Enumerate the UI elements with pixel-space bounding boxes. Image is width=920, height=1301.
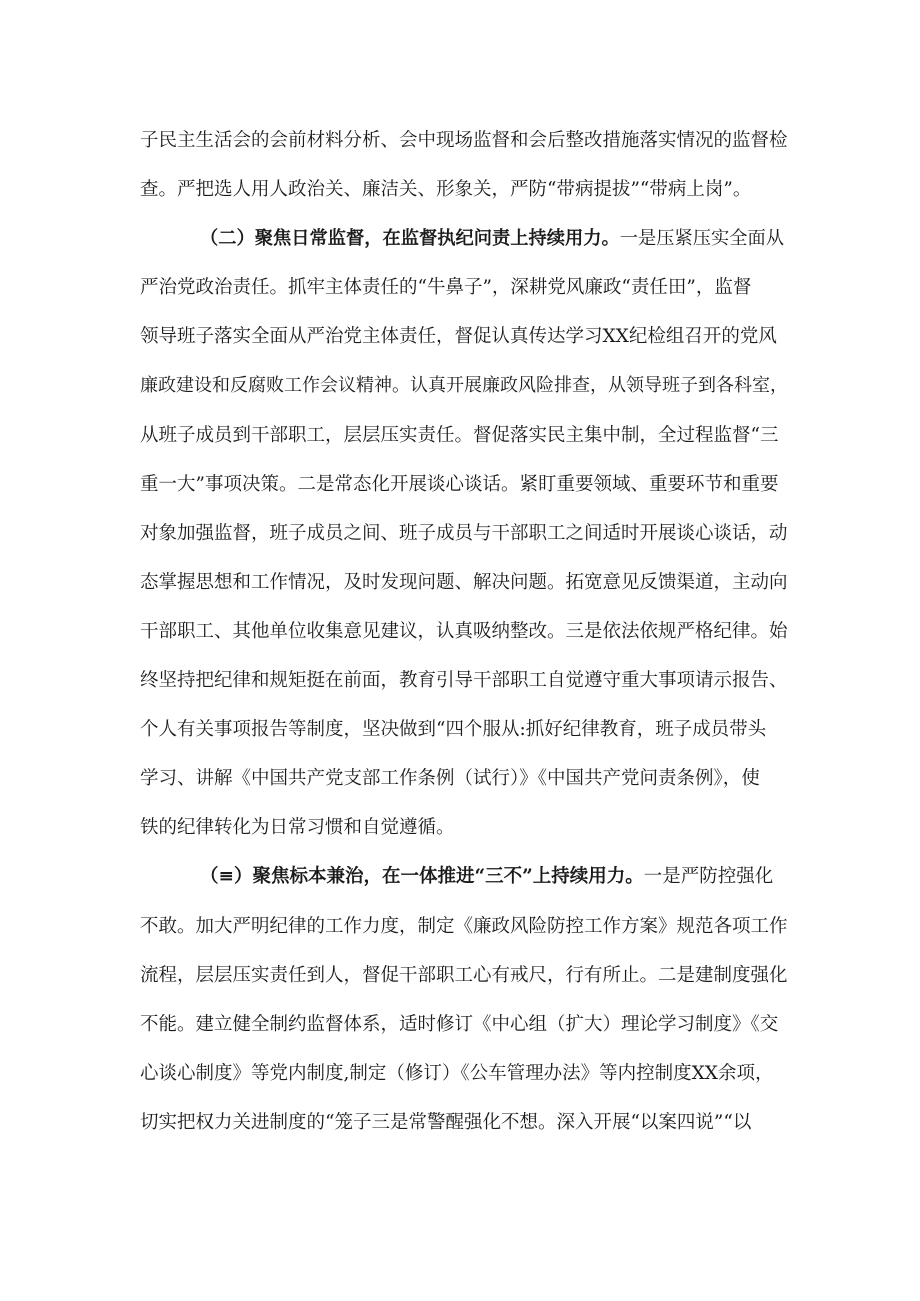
section-heading-line: （≡）聚焦标本兼治，在一体推进“三不”上持续用力。一是严防控强化 <box>200 866 774 888</box>
text-line: 干部职工、其他单位收集意见建议，认真吸纳整改。三是依法依规严格纪律。始 <box>140 620 788 642</box>
text-line: 态掌握思想和工作情况，及时发现问题、解决问题。拓宽意见反馈渠道，主动向 <box>140 571 788 593</box>
text-line: 廉政建设和反腐败工作会议精神。认真开展廉政风险排查，从领导班子到各科室， <box>140 375 788 397</box>
text-line: 子民主生活会的会前材料分析、会中现场监督和会后整改措施落实情况的监督检 <box>140 130 788 151</box>
text-line: 不敢。加大严明纪律的工作力度，制定《廉政风险防控工作方案》规范各项工作 <box>140 915 788 937</box>
text-line: 学习、讲解《中国共产党支部工作条例（试行）》《中国共产党问责条例》，使 <box>140 768 760 790</box>
text-line: 终坚持把纪律和规矩挺在前面，教育引导干部职工自觉遵守重大事项请示报告、 <box>140 670 788 692</box>
text-line: 流程，层层压实责任到人，督促干部职工心有戒尺，行有所止。二是建制度强化 <box>140 964 788 986</box>
text-line: 严治党政治责任。抓牢主体责任的“牛鼻子”，深耕党风廉政“责任田”，监督 <box>140 277 752 299</box>
section-heading: （≡）聚焦标本兼治，在一体推进“三不”上持续用力。 <box>200 866 644 888</box>
text-line: 个人有关事项报告等制度，坚决做到“四个服从:抓好纪律教育，班子成员带头 <box>140 719 767 741</box>
text-line: 切实把权力关进制度的“笼子三是常警醒强化不想。深入开展“以案四说”“以 <box>140 1111 752 1133</box>
text-line: 查。严把选人用人政治关、廉洁关、形象关，严防“带病提拔”“带病上岗”。 <box>140 179 752 201</box>
text-line: 对象加强监督，班子成员之间、班子成员与干部职工之间适时开展谈心谈话，动 <box>140 522 788 544</box>
text-line: 心谈心制度》等党内制度,制定（修订）《公车管理办法》等内控制度XX余项， <box>140 1062 774 1084</box>
section-heading: （二）聚焦日常监督，在监督执纪问责上持续用力。 <box>200 228 620 250</box>
text-line: 铁的纪律转化为日常习惯和自觉遵循。 <box>140 817 455 839</box>
text-line: 从班子成员到干部职工，层层压实责任。督促落实民主集中制，全过程监督“三 <box>140 424 779 446</box>
text-line: 不能。建立健全制约监督体系，适时修订《中心组（扩大）理论学习制度》《交 <box>140 1013 779 1035</box>
text-line: 领导班子落实全面从严治党主体责任，督促认真传达学习XX纪检组召开的党风 <box>140 326 777 348</box>
text-line: 重一大”事项决策。二是常态化开展谈心谈话。紧盯重要领域、重要环节和重要 <box>140 473 779 495</box>
document-body <box>140 122 790 1153</box>
section-heading-line: （二）聚焦日常监督，在监督执纪问责上持续用力。一是压紧压实全面从 <box>200 228 784 250</box>
